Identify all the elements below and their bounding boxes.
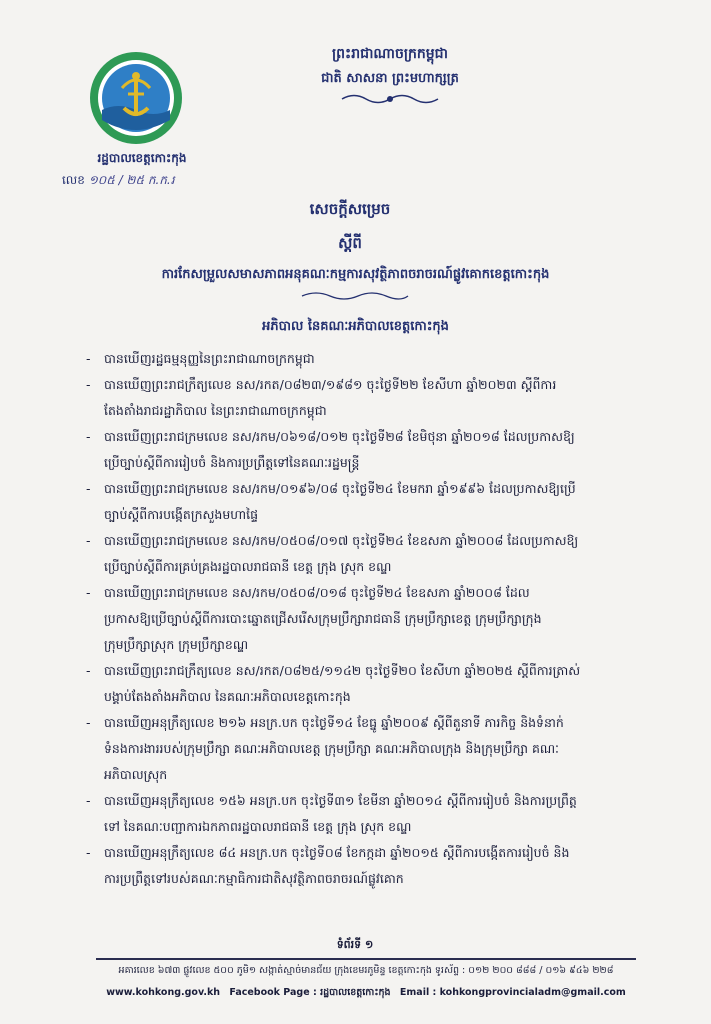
- issuing-governor: អភិបាល នៃគណៈអភិបាលខេត្តកោះកុង: [262, 319, 449, 334]
- list-item-line: ប្រើច្បាប់ស្តីពីការគ្រប់គ្រងរដ្ឋបាលរាជធានី ខេត្ត ក្រុង ស្រុក ខណ្ឌ: [104, 559, 392, 574]
- list-bullet: -: [86, 481, 91, 496]
- list-item-line: បានឃើញព្រះរាជក្រមលេខ នស/រកម/០៥០៨/០១៧ ចុះថ្ងៃទី២៤ ខែឧសភា ឆ្នាំ២០០៨ ដែលប្រកាសឱ្យ: [104, 533, 579, 548]
- footer-facebook: Facebook Page : រដ្ឋបាលខេត្តកោះកុង: [229, 987, 391, 998]
- provincial-seal-logo: [88, 50, 184, 146]
- list-bullet: -: [86, 351, 91, 366]
- document-number-value: ១០៥ / ២៥ ក.ក.រ: [88, 173, 175, 187]
- list-item-line: បានឃើញអនុក្រឹត្យលេខ ១៥៦ អនក្រ.បក ចុះថ្ងៃទី៣១ ខែមីនា ឆ្នាំ២០១៤ ស្តីពីការរៀបចំ និងការប្រព្រឹត្ត: [104, 793, 577, 808]
- list-bullet: -: [86, 845, 91, 860]
- list-bullet: -: [86, 715, 91, 730]
- list-item: [86, 710, 662, 788]
- list-item-line: តែងតាំងរាជរដ្ឋាភិបាល នៃព្រះរាជាណាចក្រកម្ពុជា: [104, 403, 327, 418]
- list-item-line: បានឃើញអនុក្រឹត្យលេខ ២១៦ អនក្រ.បក ចុះថ្ងៃទី១៤ ខែធ្នូ ឆ្នាំ២០០៩ ស្តីពីតួនាទី ភារកិច្ច និងទំនាក់: [104, 715, 564, 730]
- list-item: [86, 580, 662, 658]
- list-bullet: -: [86, 377, 91, 392]
- list-item: [86, 372, 662, 424]
- list-item-line: ប្រកាសឱ្យប្រើច្បាប់ស្តីពីការបោះឆ្នោតជ្រើសរើសក្រុមប្រឹក្សារាជធានី ក្រុមប្រឹក្សាខេត្ត ក្រុមប្រឹក្សាក្រុង: [104, 611, 542, 626]
- list-bullet: -: [86, 663, 91, 678]
- list-item-line: បង្គាប់តែងតាំងអភិបាល នៃគណៈអភិបាលខេត្តកោះកុង: [104, 689, 351, 704]
- list-item-line: បានឃើញរដ្ឋធម្មនុញ្ញនៃព្រះរាជាណាចក្រកម្ពុជា: [104, 351, 315, 366]
- list-item-line: ទំនងការងាររបស់ក្រុមប្រឹក្សា គណៈអភិបាលខេត្ត ក្រុមប្រឹក្សា គណៈអភិបាលក្រុង និងក្រុមប្រឹក្សា គណៈ: [104, 741, 559, 756]
- list-item-line: ការប្រព្រឹត្តទៅរបស់គណៈកម្មាធិការជាតិសុវត្ថិភាពចរាចរណ៍ផ្លូវគោក: [104, 871, 404, 886]
- list-item: [86, 346, 662, 372]
- list-bullet: -: [86, 533, 91, 548]
- document-number-label: លេខ: [62, 173, 85, 187]
- list-bullet: -: [86, 429, 91, 444]
- list-item-line: អភិបាលស្រុក: [104, 767, 168, 782]
- list-item-line: ក្រុមប្រឹក្សាស្រុក ក្រុមប្រឹក្សាខណ្ឌ: [104, 637, 249, 652]
- list-item: [86, 476, 662, 528]
- list-item: [86, 658, 662, 710]
- list-item-line: ទៅ នៃគណៈបញ្ជាការឯកភាពរដ្ឋបាលរាជធានី ខេត្ត ក្រុង ស្រុក ខណ្ឌ: [104, 819, 412, 834]
- list-item-line: ប្រើច្បាប់ស្តីពីការរៀបចំ និងការប្រព្រឹត្តទៅនៃគណៈរដ្ឋមន្ត្រី: [104, 455, 360, 470]
- list-item-line: បានឃើញព្រះរាជក្រមលេខ នស/រកម/០៥០៨/០១៨ ចុះថ្ងៃទី២៤ ខែឧសភា ឆ្នាំ២០០៨ ដែល: [104, 585, 530, 600]
- decision-title: សេចក្តីសម្រេច: [309, 200, 391, 218]
- legal-basis-list: [86, 346, 662, 892]
- list-item: [86, 528, 662, 580]
- header-ornament-icon: [340, 92, 440, 106]
- issuing-authority-name: រដ្ឋបាលខេត្តកោះកុង: [97, 151, 187, 165]
- document-number: [62, 172, 232, 190]
- list-bullet: -: [86, 793, 91, 808]
- kingdom-heading: ព្រះរាជាណាចក្រកម្ពុជា: [331, 46, 448, 62]
- list-item-line: បានឃើញព្រះរាជក្រមលេខ នស/រកម/០៦១៨/០១២ ចុះថ្ងៃទី២៨ ខែមិថុនា ឆ្នាំ២០១៨ ដែលប្រកាសឱ្យ: [104, 429, 575, 444]
- list-item: [86, 424, 662, 476]
- national-motto: ជាតិ សាសនា ព្រះមហាក្សត្រ: [321, 71, 459, 86]
- list-item-line: បានឃើញអនុក្រឹត្យលេខ ៨៤ អនក្រ.បក ចុះថ្ងៃទី០៨ ខែកក្កដា ឆ្នាំ២០១៥ ស្តីពីការបង្កើតការរៀបចំ និង: [104, 845, 570, 860]
- list-item-line: បានឃើញព្រះរាជក្រឹត្យលេខ នស/រកត/០៨២៣/១៩៨១ ចុះថ្ងៃទី២២ ខែសីហា ឆ្នាំ២០២៣ ស្តីពីការ: [104, 377, 557, 392]
- footer-divider: [96, 958, 636, 960]
- decision-subject: ការកែសម្រួលសមាសភាពអនុគណៈកម្មការសុវត្ថិភាពចរាចរណ៍ផ្លូវគោកខេត្តកោះកុង: [161, 267, 550, 282]
- decision-about: ស្តីពី: [338, 234, 362, 252]
- title-ornament-icon: [300, 290, 410, 302]
- list-item: [86, 788, 662, 840]
- footer-website: www.kohkong.gov.kh: [106, 987, 221, 998]
- footer-address: អគារលេខ ៦៧៣ ផ្លូវលេខ ៥០០ ភូមិ១ សង្កាត់ស្មាច់មានជ័យ ក្រុងខេមរភូមិន្ទ ខេត្តកោះកុង ទូរស័ព្ទ : ០១២ ២០០ ៨៨៨ / ០១៦ ៩៤៦ ២២៨: [118, 965, 614, 976]
- footer-contacts: [96, 986, 636, 1000]
- list-item-line: បានឃើញព្រះរាជក្រមលេខ នស/រកម/០១៩៦/០៨ ចុះថ្ងៃទី២៤ ខែមករា ឆ្នាំ១៩៩៦ ដែលប្រកាសឱ្យប្រើ: [104, 481, 576, 496]
- list-item-line: បានឃើញព្រះរាជក្រឹត្យលេខ នស/រកត/០៨២៥/១១៤២ ចុះថ្ងៃទី២០ ខែសីហា ឆ្នាំ២០២៥ ស្តីពីការត្រាស់: [104, 663, 581, 678]
- list-item: [86, 840, 662, 892]
- list-bullet: -: [86, 585, 91, 600]
- list-item-line: ច្បាប់ស្តីពីការបង្កើតក្រសួងមហាផ្ទៃ: [104, 507, 259, 522]
- page-number: ទំព័រទី ១: [336, 938, 374, 951]
- footer-email: Email : kohkongprovincialadm@gmail.com: [399, 987, 626, 998]
